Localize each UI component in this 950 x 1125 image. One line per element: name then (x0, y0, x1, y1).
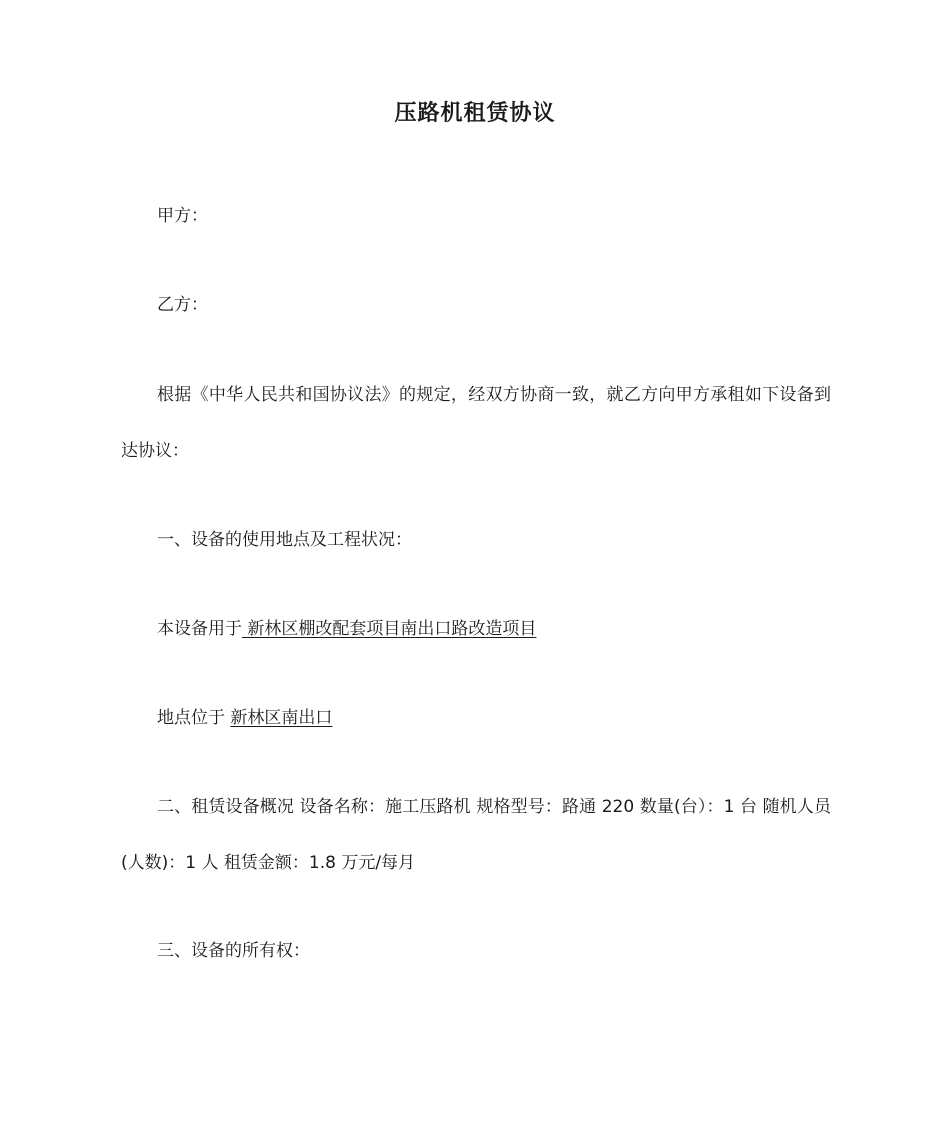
document-title: 压路机租赁协议 (394, 101, 556, 126)
section1-heading: 一、设备的使用地点及工程状况： (157, 530, 412, 550)
usage-line (121, 601, 831, 657)
section3-heading: 三、设备的所有权： (157, 941, 310, 961)
location-prefix: 地点位于 (157, 708, 231, 728)
location-value: 新林区南出口 (230, 708, 333, 728)
usage-project: 新林区棚改配套项目南出口路改造项目 (242, 619, 537, 639)
preamble-paragraph: 根据《中华人民共和国协议法》的规定，经双方协商一致，就乙方向甲方承租如下设备到达协议： (121, 385, 831, 461)
party-a-line: 甲方： (157, 206, 208, 226)
location-line (121, 690, 831, 746)
party-b-line: 乙方： (157, 295, 208, 315)
usage-prefix: 本设备用于 (157, 619, 242, 639)
section2-paragraph: 二、租赁设备概况 设备名称：施工压路机 规格型号：路通 220 数量(台）：1 台 随机人员(人数)：1 人 租赁金额：1.8 万元/每月 (121, 797, 831, 873)
